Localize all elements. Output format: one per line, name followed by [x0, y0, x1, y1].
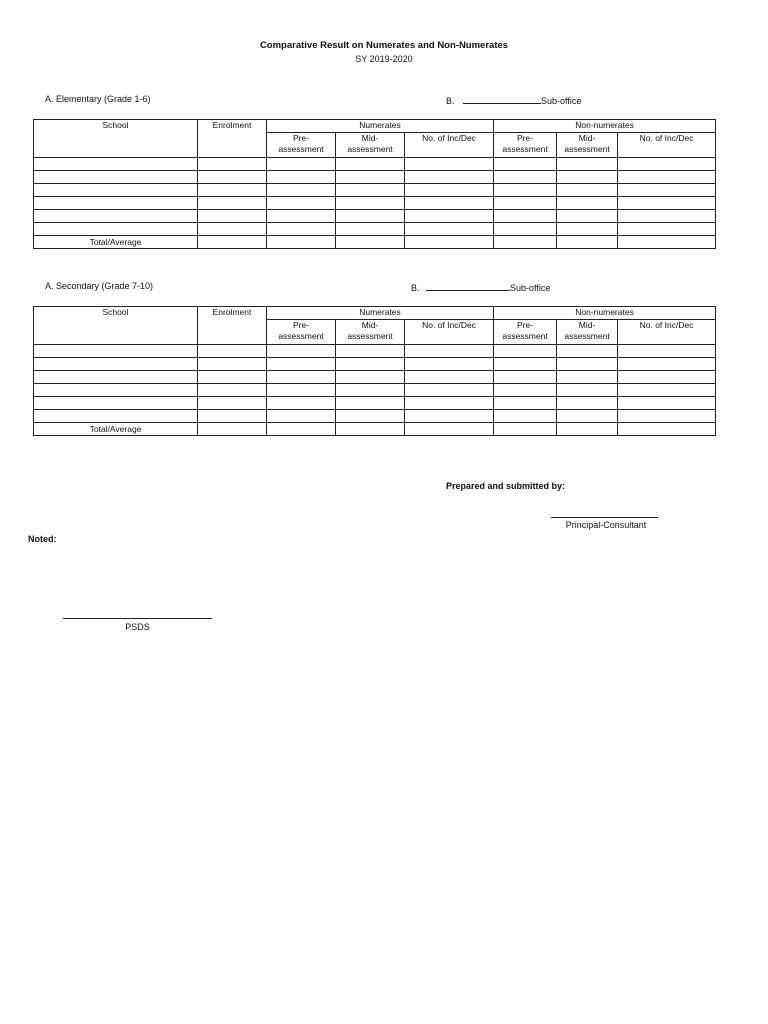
psds-label: PSDS — [125, 622, 150, 632]
total-average-label: Total/Average — [34, 236, 198, 249]
elementary-table — [33, 119, 716, 249]
suboffice-prefix: B. — [411, 283, 420, 293]
header-numerates: Numerates — [267, 307, 494, 320]
header-mid-assessment: Mid- assessment — [336, 320, 405, 345]
header-enrolment: Enrolment — [198, 307, 267, 345]
suboffice-prefix: B. — [446, 96, 455, 106]
table-row[interactable] — [34, 223, 716, 236]
header-school: School — [34, 120, 198, 158]
table-row[interactable] — [34, 384, 716, 397]
header-pre-assessment: Pre- assessment — [494, 133, 557, 158]
header-inc-dec: No. of Inc/Dec — [405, 320, 494, 345]
table-row[interactable] — [34, 358, 716, 371]
header-pre-assessment: Pre- assessment — [267, 320, 336, 345]
secondary-table — [33, 306, 716, 436]
total-row[interactable] — [34, 423, 716, 436]
header-non-numerates: Non-numerates — [494, 120, 716, 133]
suboffice-blank[interactable] — [426, 281, 510, 291]
suboffice-suffix: Sub-office — [510, 283, 551, 293]
table-row[interactable] — [34, 197, 716, 210]
table-row[interactable] — [34, 345, 716, 358]
table-row[interactable] — [34, 171, 716, 184]
suboffice-suffix: Sub-office — [541, 96, 582, 106]
prepared-by-label: Prepared and submitted by: — [446, 481, 566, 491]
header-non-numerates: Non-numerates — [494, 307, 716, 320]
table-row[interactable] — [34, 410, 716, 423]
table-row[interactable] — [34, 371, 716, 384]
table-row[interactable] — [34, 184, 716, 197]
elementary-label: A. Elementary (Grade 1-6) — [45, 94, 151, 104]
header-pre-assessment: Pre- assessment — [267, 133, 336, 158]
document-subtitle: SY 2019-2020 — [355, 54, 413, 64]
psds-signature-line[interactable] — [63, 618, 212, 619]
principal-signature-line[interactable] — [551, 517, 658, 518]
total-average-label: Total/Average — [34, 423, 198, 436]
header-school: School — [34, 307, 198, 345]
header-mid-assessment: Mid- assessment — [557, 133, 618, 158]
table-row[interactable] — [34, 158, 716, 171]
header-pre-assessment: Pre- assessment — [494, 320, 557, 345]
header-inc-dec: No. of Inc/Dec — [618, 320, 716, 345]
secondary-label: A. Secondary (Grade 7-10) — [45, 281, 154, 291]
suboffice-field-elementary[interactable] — [446, 94, 581, 106]
suboffice-blank[interactable] — [463, 94, 541, 104]
suboffice-field-secondary[interactable] — [411, 281, 550, 293]
total-row[interactable] — [34, 236, 716, 249]
header-mid-assessment: Mid- assessment — [336, 133, 405, 158]
noted-label: Noted: — [28, 534, 57, 544]
document-title: Comparative Result on Numerates and Non-Numerates — [259, 40, 509, 51]
table-row[interactable] — [34, 210, 716, 223]
principal-consultant-label: Principal-Consultant — [565, 520, 647, 530]
header-numerates: Numerates — [267, 120, 494, 133]
header-mid-assessment: Mid- assessment — [557, 320, 618, 345]
header-inc-dec: No. of Inc/Dec — [405, 133, 494, 158]
table-row[interactable] — [34, 397, 716, 410]
header-inc-dec: No. of Inc/Dec — [618, 133, 716, 158]
header-enrolment: Enrolment — [198, 120, 267, 158]
